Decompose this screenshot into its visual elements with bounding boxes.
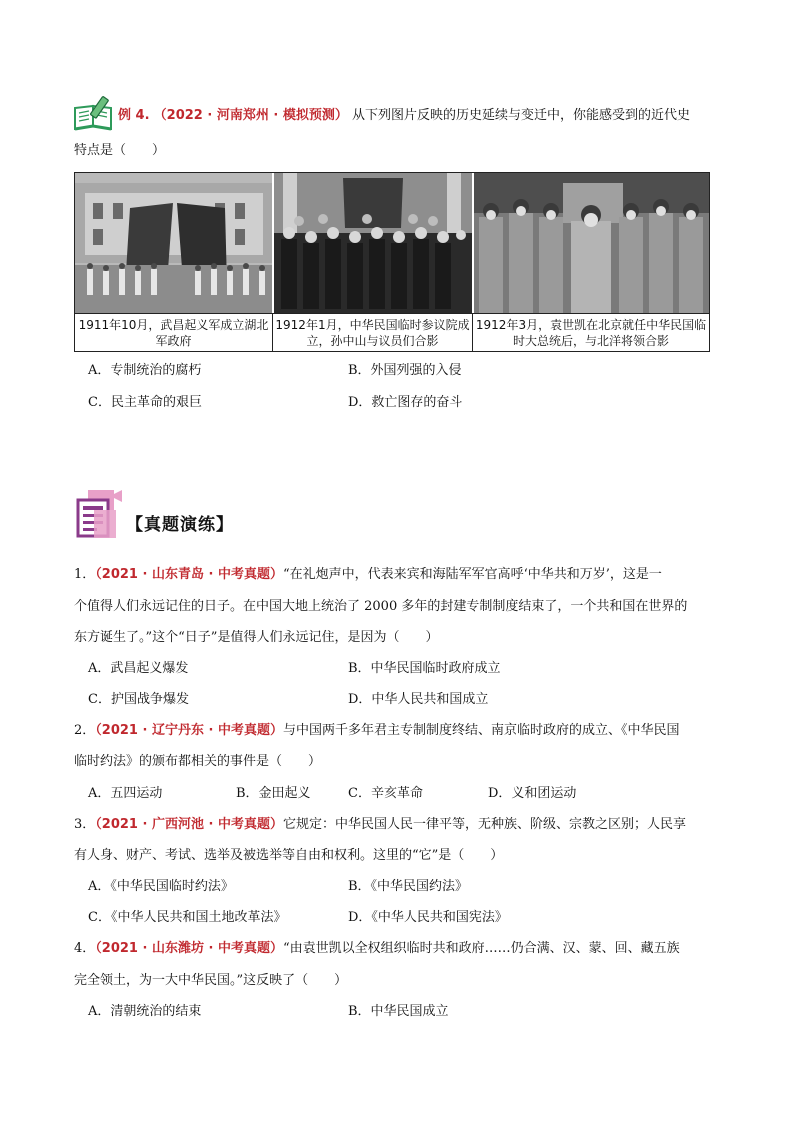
q3-source: （2021 · 广西河池 · 中考真题） — [95, 817, 283, 832]
q1-line-3: 东方诞生了。”这个“日子”是值得人们永远记住，是因为（ ） — [74, 630, 439, 645]
photo-wuchang-military-government — [75, 173, 273, 313]
q2-option-c[interactable]: C．辛亥革命 — [348, 786, 423, 801]
photo-caption-1: 1911年10月，武昌起义军成立湖北军政府 — [75, 313, 273, 351]
example-option-d[interactable]: D．救亡图存的奋斗 — [348, 395, 463, 410]
photo-provisional-senate — [273, 173, 473, 313]
q2-text-1: 与中国两千多年君主专制制度终结、南京临时政府的成立、《中华民国 — [282, 723, 680, 738]
q3-option-a[interactable]: A．《中华民国临时约法》 — [88, 879, 234, 894]
q1-option-d[interactable]: D．中华人民共和国成立 — [348, 692, 489, 707]
q3-line-2: 有人身、财产、考试、选举及被选举等自由和权利。这里的“它”是（ ） — [74, 848, 504, 863]
q4-line-1 — [74, 940, 722, 958]
q2-line-2: 临时约法》的颁布都相关的事件是（ ） — [74, 754, 322, 769]
q1-number: 1． — [74, 567, 96, 582]
example-stem-line-2 — [74, 142, 722, 160]
section-title: 【真题演练】 — [126, 515, 234, 535]
example-label: 例 4. — [118, 108, 150, 123]
q4-text-1: “由袁世凯以全权组织临时共和政府……仍合满、汉、蒙、回、藏五族 — [282, 941, 680, 956]
q1-option-b[interactable]: B．中华民国临时政府成立 — [348, 661, 501, 676]
q1-option-a[interactable]: A．武昌起义爆发 — [88, 661, 189, 676]
q3-option-d[interactable]: D．《中华人民共和国宪法》 — [348, 910, 508, 925]
q1-source: （2021 · 山东青岛 · 中考真题） — [95, 567, 283, 582]
q2-option-d[interactable]: D．义和团运动 — [488, 786, 577, 801]
document-stack-icon — [74, 488, 126, 540]
q1-line-2: 个值得人们永远记住的日子。在中国大地上统治了 2000 多年的封建专制制度结束了，一个共和国在世界的 — [74, 599, 688, 614]
q2-option-b[interactable]: B．金田起义 — [236, 786, 311, 801]
example-option-b[interactable]: B．外国列强的入侵 — [348, 363, 462, 378]
example-option-c[interactable]: C．民主革命的艰巨 — [88, 395, 202, 410]
q3-text-1: 它规定：中华民国人民一律平等，无种族、阶级、宗教之区别；人民享 — [282, 817, 686, 832]
example-stem-line-1 — [118, 107, 766, 125]
photo-caption-3: 1912年3月，袁世凯在北京就任中华民国临时大总统后，与北洋将领合影 — [473, 313, 709, 351]
photo-caption-2: 1912年1月，中华民国临时参议院成立，孙中山与议员们合影 — [273, 313, 473, 351]
example-stem-text-1: 从下列图片反映的历史延续与变迁中，你能感受到的近代史 — [351, 108, 690, 123]
q2-source: （2021 · 辽宁丹东 · 中考真题） — [95, 723, 283, 738]
q3-option-b[interactable]: B．《中华民国约法》 — [348, 879, 469, 894]
q1-text-1: “在礼炮声中，代表来宾和海陆军军官高呼‘中华共和万岁’，这是一 — [282, 567, 662, 582]
photo-yuan-shikai-generals — [473, 173, 709, 313]
q2-line-1 — [74, 722, 722, 740]
example-option-a[interactable]: A．专制统治的腐朽 — [88, 363, 202, 378]
q4-line-2: 完全领土，为一大中华民国。”这反映了（ ） — [74, 973, 348, 988]
q4-source: （2021 · 山东潍坊 · 中考真题） — [95, 941, 283, 956]
example-source: （2022 · 河南郑州 · 模拟预测） — [153, 108, 348, 123]
q2-option-a[interactable]: A．五四运动 — [88, 786, 163, 801]
q1-line-1 — [74, 566, 722, 584]
q4-number: 4． — [74, 941, 96, 956]
q4-option-a[interactable]: A．清朝统治的结束 — [88, 1004, 202, 1019]
q2-number: 2． — [74, 723, 96, 738]
q3-option-c[interactable]: C．《中华人民共和国土地改革法》 — [88, 910, 287, 925]
q3-line-1 — [74, 816, 722, 834]
photo-strip — [74, 172, 710, 352]
q3-number: 3． — [74, 817, 96, 832]
q4-option-b[interactable]: B．中华民国成立 — [348, 1004, 449, 1019]
q1-option-c[interactable]: C．护国战争爆发 — [88, 692, 189, 707]
example-stem-text-2: 特点是（ ） — [74, 143, 166, 158]
book-pencil-icon — [72, 96, 116, 132]
